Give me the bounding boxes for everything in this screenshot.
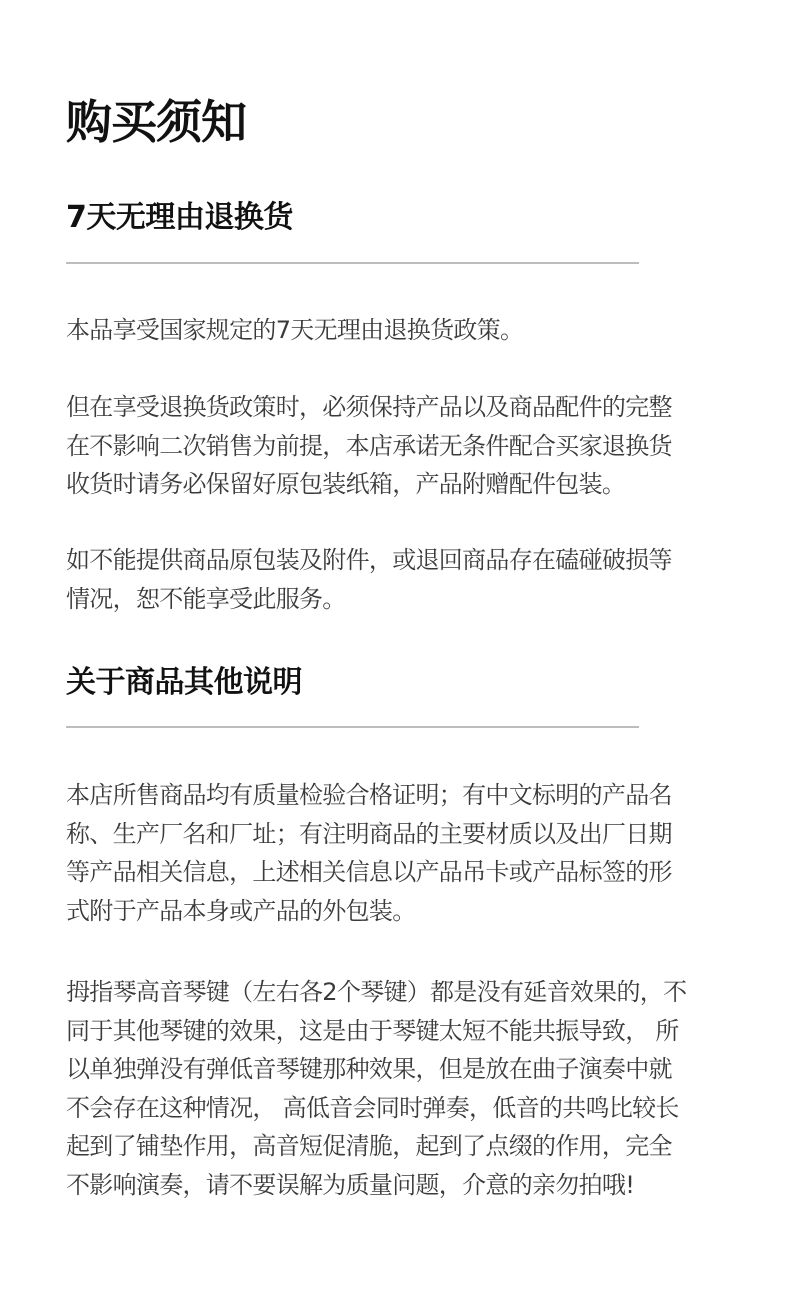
- product-notes-paragraph-1: [66, 776, 736, 930]
- text-line: 如不能提供商品原包装及附件，或退回商品存在磕碰破损等: [66, 546, 672, 574]
- text-line: 收货时请务必保留好原包装纸箱，产品附赠配件包装。: [66, 470, 626, 498]
- text-line: 以单独弹没有弹低音琴键那种效果，但是放在曲子演奏中就: [66, 1055, 672, 1083]
- text-line: 起到了铺垫作用，高音短促清脆，起到了点缀的作用，完全: [66, 1132, 672, 1160]
- text-line: 称、生产厂名和厂址；有注明商品的主要材质以及出厂日期: [66, 819, 672, 848]
- return-policy-paragraph-2: [66, 388, 736, 504]
- text-line: 本店所售商品均有质量检验合格证明；有中文标明的产品名: [66, 781, 672, 809]
- text-line: 不影响演奏，请不要误解为质量问题，介意的亲勿拍哦!: [66, 1170, 635, 1199]
- return-policy-paragraph-1: [66, 311, 736, 350]
- text-line: 但在享受退换货政策时，必须保持产品以及商品配件的完整: [66, 393, 672, 421]
- product-notes-paragraph-2: [66, 973, 736, 1204]
- text-line: 同于其他琴键的效果，这是由于琴键太短不能共振导致， 所: [66, 1016, 679, 1045]
- page-title: 购买须知: [66, 95, 246, 149]
- text-line: 拇指琴高音琴键（左右各2个琴键）都是没有延音效果的，不: [66, 978, 687, 1006]
- section-heading-return-policy: 7天无理由退换货: [66, 200, 293, 235]
- text-line: 等产品相关信息，上述相关信息以产品吊卡或产品标签的形: [66, 858, 672, 886]
- section-heading-product-notes: 关于商品其他说明: [66, 665, 302, 700]
- text-line: 情况，恕不能享受此服务。: [66, 584, 346, 613]
- section-divider: [66, 726, 639, 728]
- text-line: 本品享受国家规定的7天无理由退换货政策。: [66, 316, 524, 344]
- section-divider: [66, 262, 639, 264]
- text-line: 在不影响二次销售为前提，本店承诺无条件配合买家退换货: [66, 431, 672, 460]
- text-line: 式附于产品本身或产品的外包装。: [66, 896, 416, 925]
- return-policy-paragraph-3: [66, 541, 736, 618]
- text-line: 不会存在这种情况， 高低音会同时弹奏，低音的共鸣比较长: [66, 1093, 679, 1122]
